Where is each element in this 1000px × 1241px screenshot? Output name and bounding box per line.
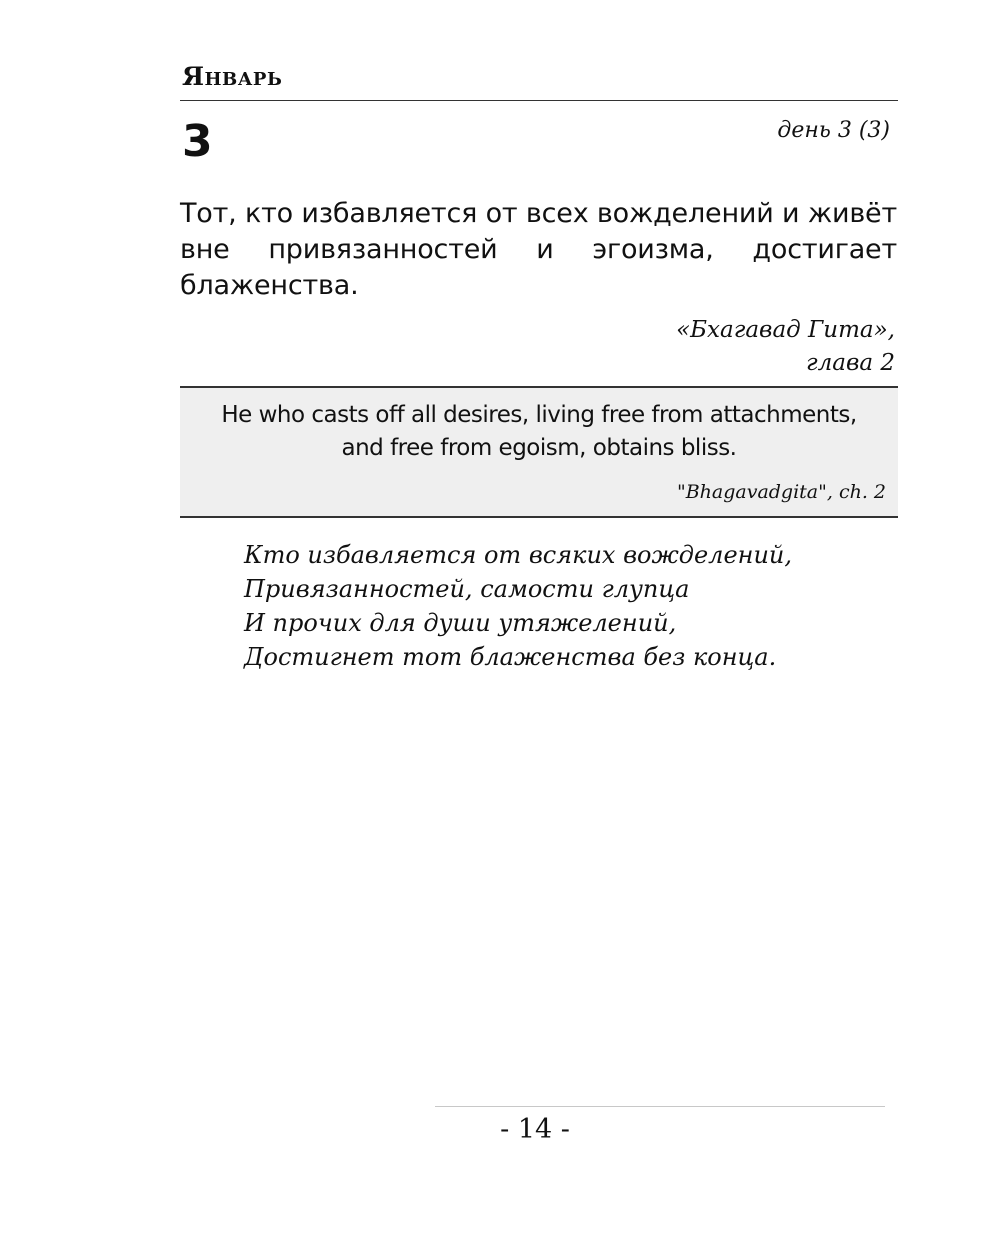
english-quote-text: [180, 399, 898, 465]
header-divider: [180, 100, 898, 101]
english-quote-source: "Bhagavadgita", ch. 2: [676, 481, 886, 503]
russian-source-title: «Бхагавад Гита»,: [676, 317, 895, 343]
poem-line: Кто избавляется от всяких вожделений,: [244, 541, 793, 569]
russian-quote-text: Тот, кто избавляется от всех вожделений и живёт вне привязанностей и эгоизма, достигает блаженства.: [180, 198, 897, 301]
day-number: 3: [182, 116, 213, 167]
footer-divider: [435, 1106, 885, 1107]
poem-line: И прочих для души утяжелений,: [244, 609, 677, 637]
poem-line: Привязанностей, самости глупца: [244, 575, 690, 603]
page-number: - 14 -: [500, 1114, 570, 1145]
russian-quote-source: [495, 314, 895, 380]
russian-source-chapter: глава 2: [805, 350, 895, 376]
poem: [244, 538, 792, 674]
english-quote-box: [180, 386, 898, 518]
month-heading: Январь: [182, 62, 283, 91]
english-quote-line: He who casts off all desires, living free from attachments,: [221, 402, 857, 428]
english-quote-line: and free from egoism, obtains bliss.: [341, 435, 737, 461]
poem-line: Достигнет тот блаженства без конца.: [244, 643, 777, 671]
day-label: день 3 (3): [777, 118, 890, 143]
